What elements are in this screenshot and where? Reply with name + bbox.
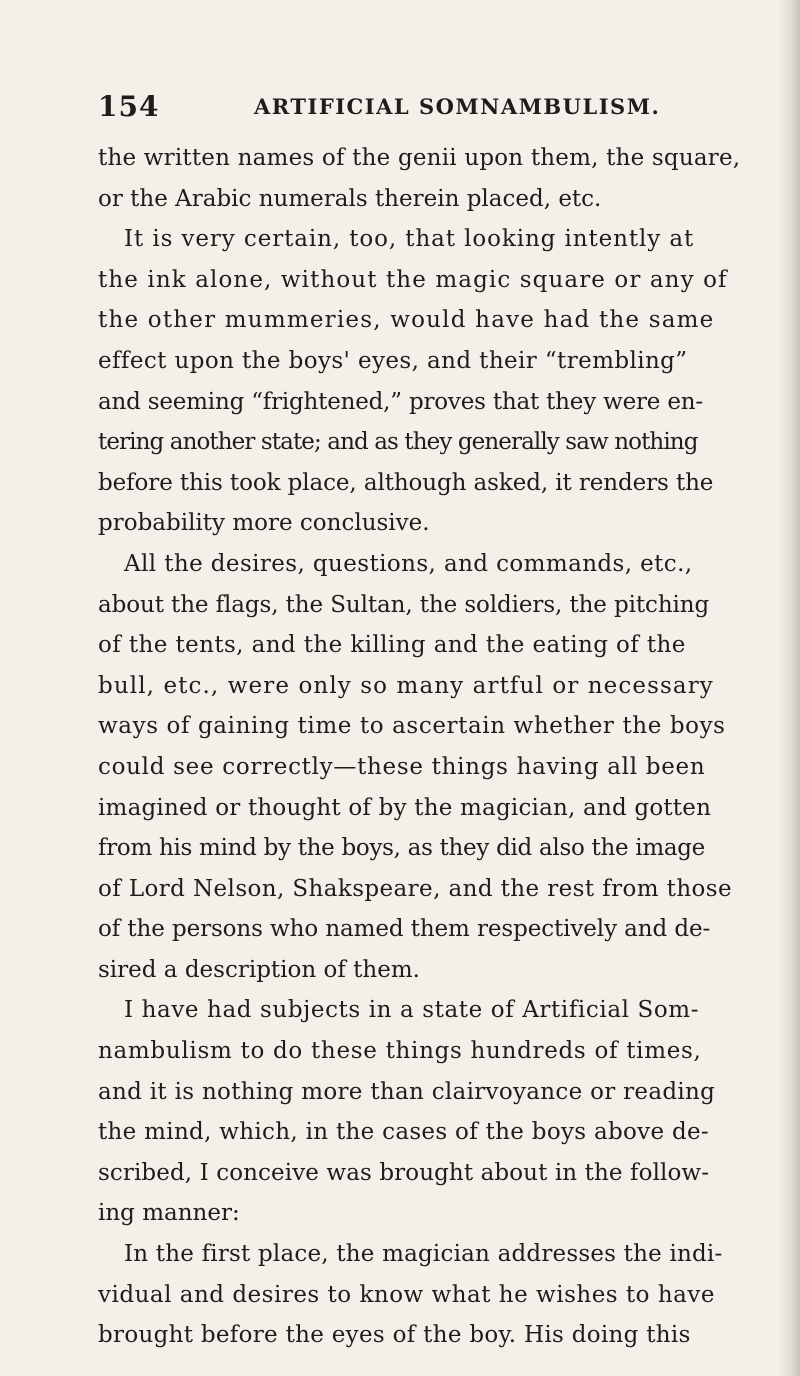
text-line: nambulism to do these things hundreds of times, (98, 1038, 702, 1065)
text-line: brought before the eyes of the boy. His doing this (98, 1322, 691, 1349)
text-line: the mind, which, in the cases of the boys above de- (98, 1119, 709, 1146)
text-line: scribed, I conceive was brought about in the follow- (98, 1159, 710, 1186)
body-text (98, 138, 758, 1356)
text-line: the ink alone, without the magic square or any of (98, 266, 728, 293)
text-line: It is very certain, too, that looking intently at (124, 226, 695, 253)
text-line: tering another state; and as they generally saw nothing (98, 429, 698, 456)
text-line: of the persons who named them respectively and de- (98, 916, 711, 943)
text-line: All the desires, questions, and commands, etc., (124, 550, 693, 577)
text-line: effect upon the boys' eyes, and their “trembling” (98, 347, 688, 374)
text-line: of the tents, and the killing and the eating of the (98, 632, 686, 659)
running-head: ARTIFICIAL SOMNAMBULISM. (254, 94, 661, 119)
text-line: from his mind by the boys, as they did also the image (98, 835, 705, 862)
text-line: sired a description of them. (98, 956, 420, 983)
text-line: imagined or thought of by the magician, and gotten (98, 794, 712, 821)
text-line: I have had subjects in a state of Artificial Som- (124, 997, 700, 1024)
text-line: and seeming “frightened,” proves that they were en- (98, 388, 703, 415)
text-line: the written names of the genii upon them, the square, (98, 145, 741, 171)
page-number: 154 (98, 90, 160, 123)
text-line: In the first place, the magician addresses the indi- (124, 1241, 723, 1268)
text-line: ing manner: (98, 1200, 240, 1227)
text-line: before this took place, although asked, it renders the (98, 469, 714, 496)
text-line: probability more conclusive. (98, 510, 430, 537)
text-line: of Lord Nelson, Shakspeare, and the rest from those (98, 875, 732, 902)
text-line: could see correctly—these things having all been (98, 753, 706, 780)
text-line: vidual and desires to know what he wishes to have (98, 1281, 715, 1308)
text-line: bull, etc., were only so many artful or necessary (98, 672, 714, 699)
page-edge-shadow (778, 0, 800, 1376)
text-line: and it is nothing more than clairvoyance or reading (98, 1078, 716, 1105)
text-line: or the Arabic numerals therein placed, etc. (98, 185, 602, 212)
text-line: ways of gaining time to ascertain whether the boys (98, 713, 726, 740)
text-line: about the flags, the Sultan, the soldiers, the pitching (98, 591, 710, 618)
page-header (98, 90, 708, 128)
text-line: the other mummeries, would have had the same (98, 307, 715, 334)
